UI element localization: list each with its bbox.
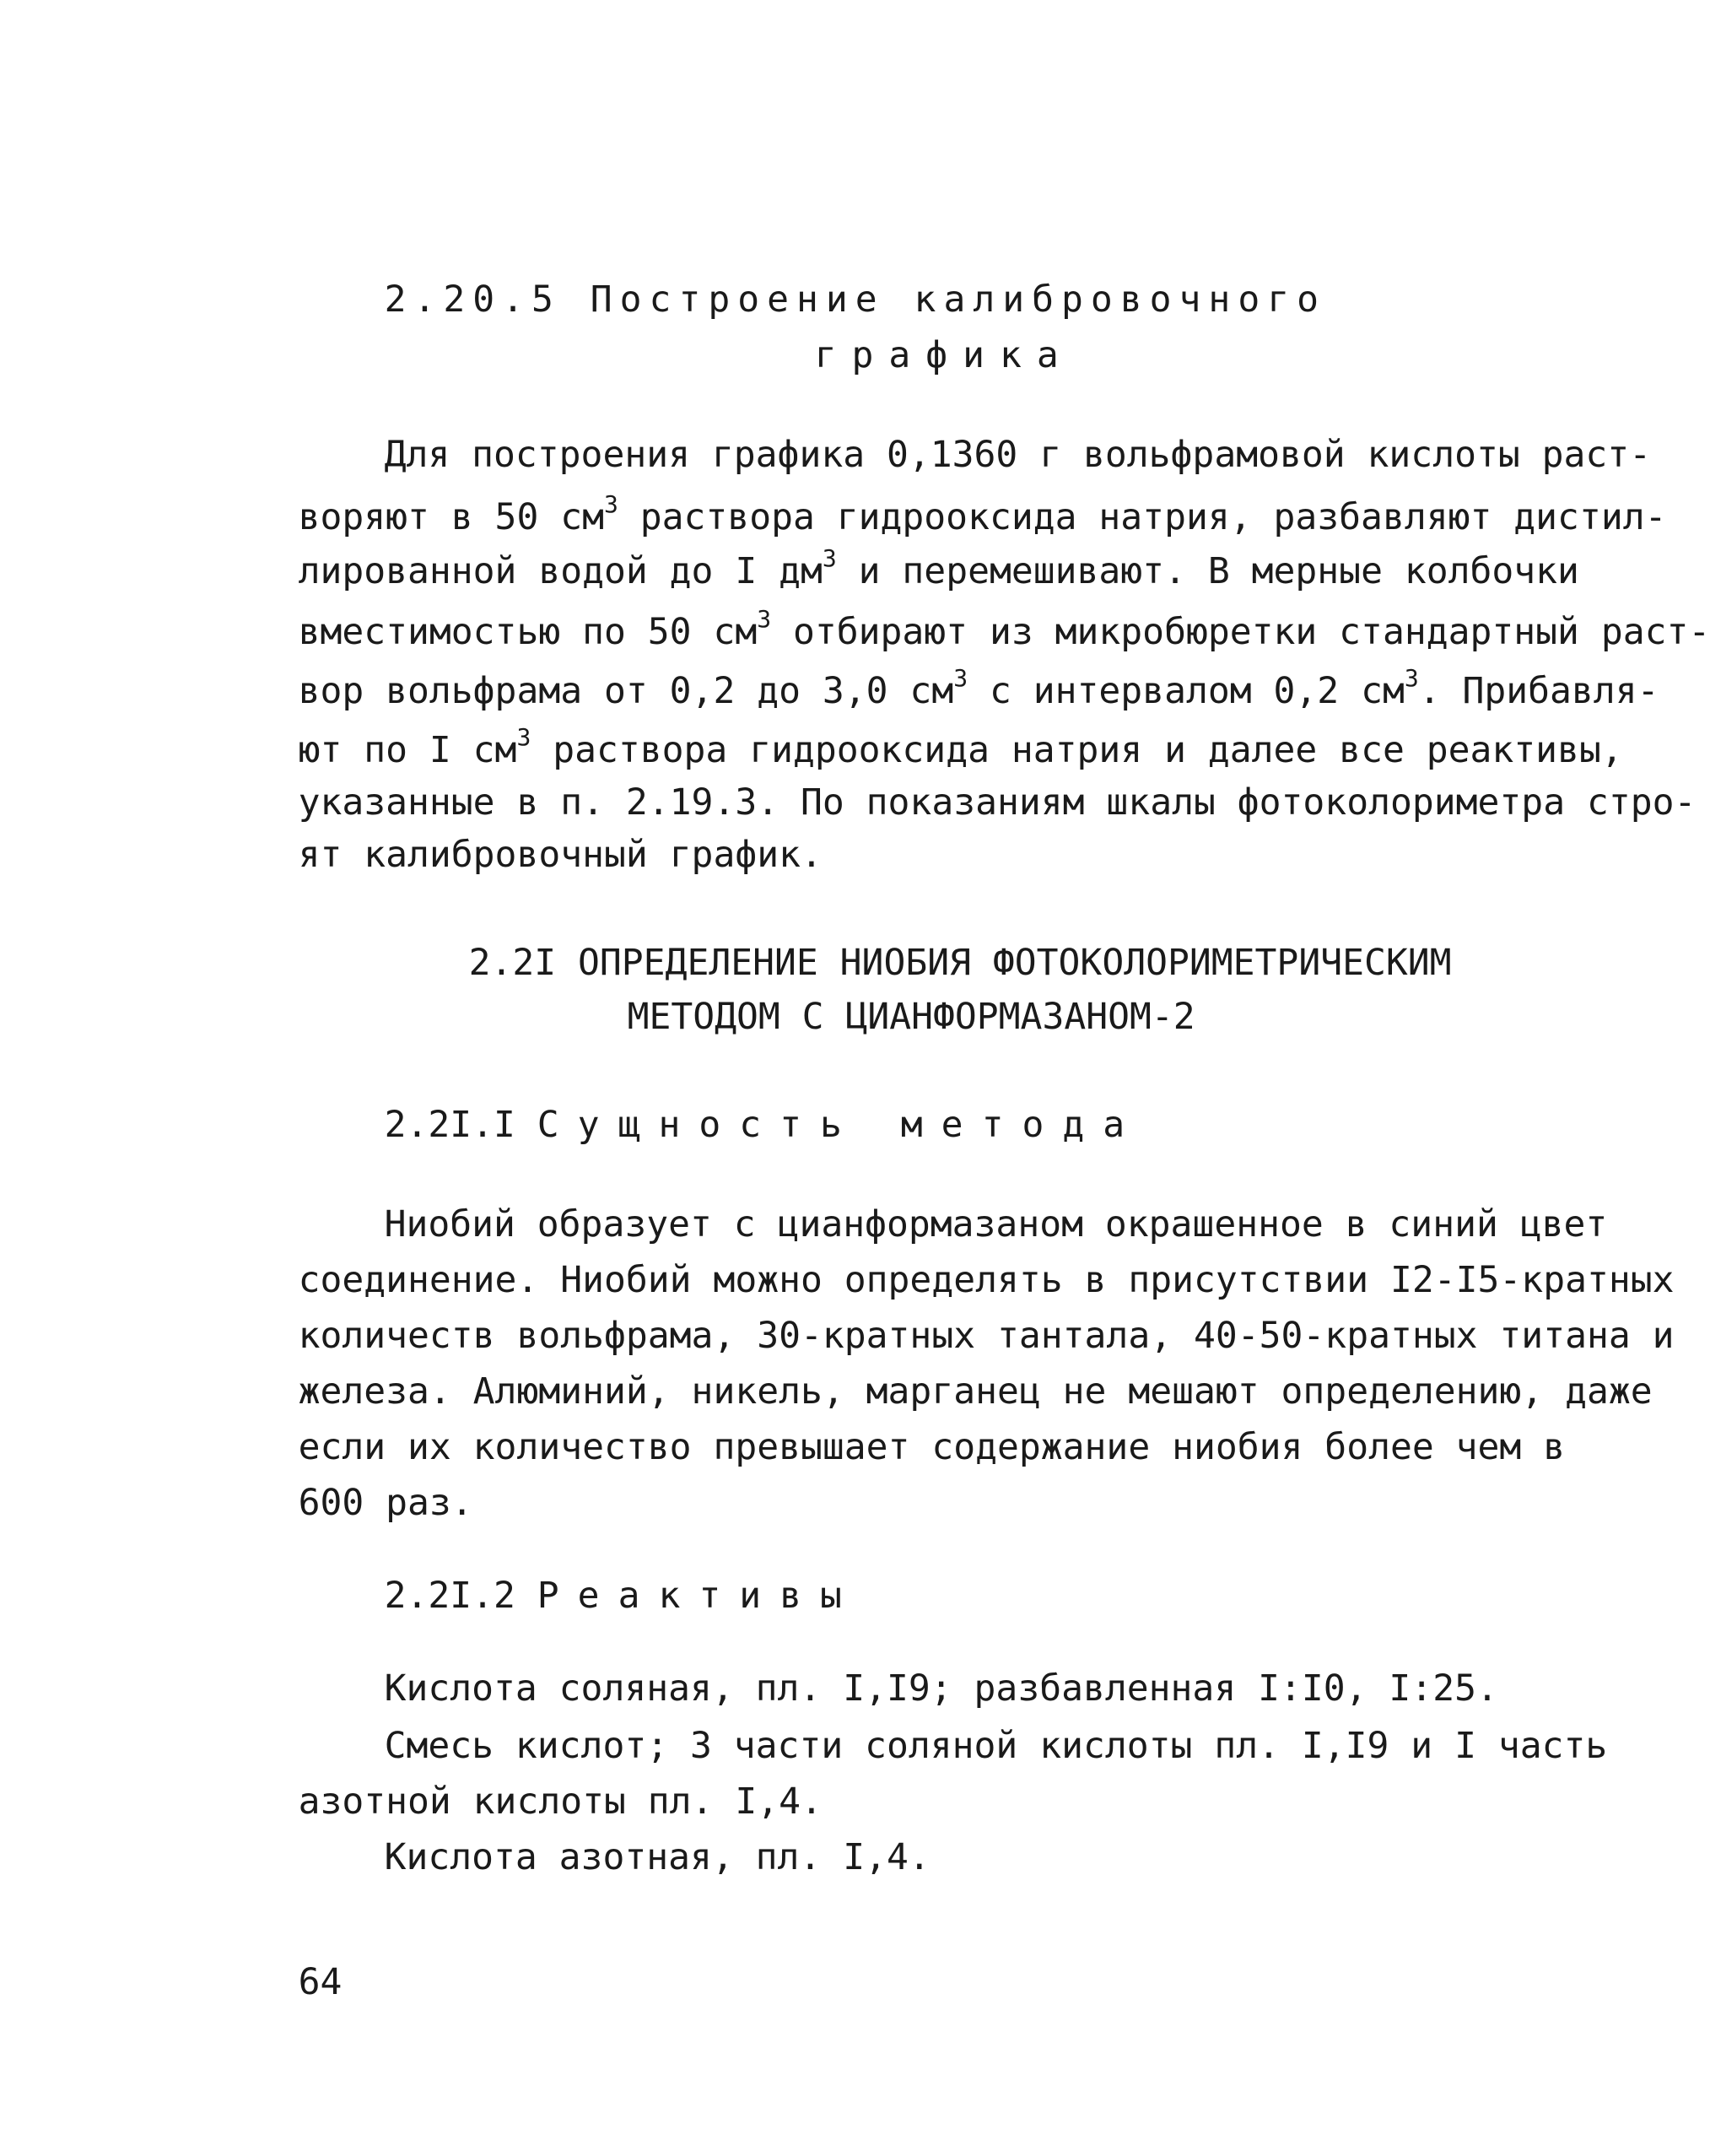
subsection-number: 2.2I.I — [384, 1104, 515, 1146]
text-run: . Прибавля- — [1418, 670, 1659, 712]
text-run: указанные в п. 2.19.3. По показаниям шкалы фотоколориметра стро- — [298, 781, 1697, 824]
text-run: ят калибровочный график. — [298, 834, 823, 876]
reagent-line — [297, 1789, 931, 1926]
subsection-number: 2.2I.2 — [384, 1575, 515, 1617]
text-run: 600 раз. — [298, 1482, 473, 1524]
page-number-text: 64 — [298, 1961, 343, 2003]
text-run: Для построения графика 0,1360 г вольфрамовой кислоты раст- — [384, 434, 1652, 476]
text-run: отбирают из микробюретки стандартный раст- — [771, 611, 1710, 653]
chapter-heading-text: МЕТОДОМ С ЦИАНФОРМАЗАНОМ-2 — [627, 996, 1195, 1038]
text-run: с интервалом 0,2 см — [968, 670, 1405, 712]
section-heading-text: графика — [814, 334, 1074, 376]
superscript: 3 — [757, 605, 772, 633]
superscript: 3 — [1404, 664, 1419, 692]
superscript: 3 — [516, 723, 531, 751]
text-run: воряют в 50 см — [298, 496, 604, 538]
superscript: 3 — [822, 544, 837, 572]
text-run: вместимостью по 50 см — [298, 611, 758, 653]
text-run: азотной кислоты пл. I,4. — [298, 1780, 823, 1823]
text-run: раствора гидрооксида натрия и далее все реактивы, — [531, 729, 1623, 771]
superscript: 3 — [604, 490, 618, 518]
superscript: 3 — [953, 664, 968, 692]
text-run: Кислота соляная, пл. I,I9; разбавленная I:I0, I:25. — [384, 1667, 1498, 1710]
text-run: соединение. Ниобий можно определять в присутствии I2-I5-кратных — [298, 1259, 1675, 1301]
chapter-heading-text: 2.2I ОПРЕДЕЛЕНИЕ НИОБИЯ ФОТОКОЛОРИМЕТРИЧЕСКИМ — [468, 942, 1452, 984]
text-run: Смесь кислот; 3 части соляной кислоты пл. I,I9 и I часть — [384, 1725, 1608, 1767]
text-run: ют по I см — [298, 729, 517, 771]
text-run: железа. Алюминий, никель, марганец не мешают определению, даже — [298, 1370, 1653, 1413]
text-run: вор вольфрама от 0,2 до 3,0 см — [298, 670, 954, 712]
text-run: количеств вольфрама, 30-кратных тантала, 40-50-кратных титана и — [298, 1315, 1675, 1357]
section-heading-text: 2.20.5 Построение калибровочного — [384, 278, 1326, 321]
text-run: если их количество превышает содержание ниобия более чем в — [298, 1426, 1566, 1468]
text-run: и перемешивают. В мерные колбочки — [836, 550, 1579, 592]
text-run: лированной водой до I дм — [298, 550, 823, 592]
subsection-title: Сущность метода — [537, 1104, 1144, 1146]
text-run: Ниобий образует с цианформазаном окрашенное в синий цвет — [384, 1203, 1608, 1246]
text-run: Кислота азотная, пл. I,4. — [384, 1836, 931, 1878]
text-run: раствора гидрооксида натрия, разбавляют дистил- — [618, 496, 1667, 538]
page-number — [211, 1914, 342, 2051]
subsection-title: Реактивы — [537, 1575, 860, 1617]
